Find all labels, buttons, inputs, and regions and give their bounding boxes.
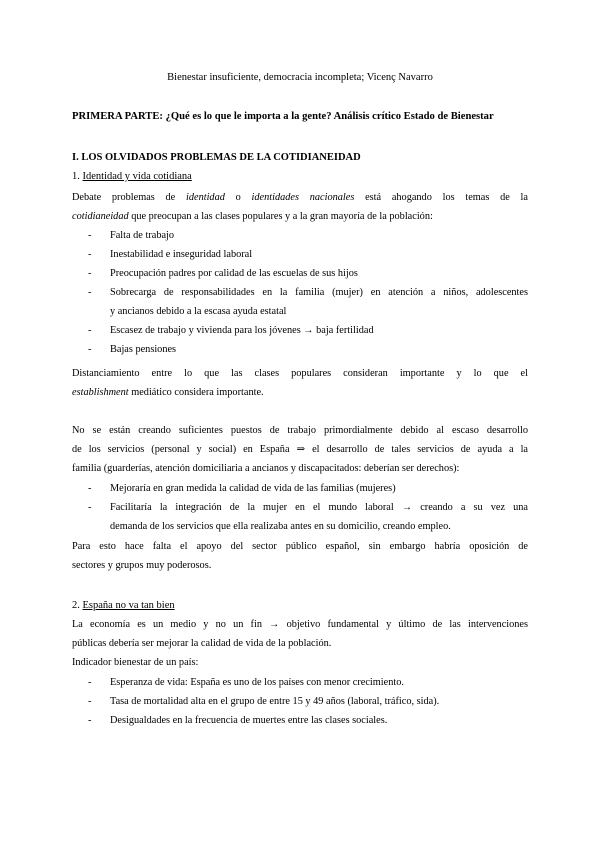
subsection-number: 1. — [72, 171, 83, 182]
text-run: o — [224, 192, 252, 203]
subsection-number: 2. — [72, 600, 83, 611]
text-run: que preocupan a las clases populares y a la gran mayoría de la población: — [128, 211, 433, 222]
list-item: - Sobrecarga de responsabilidades en la familia (mujer) en atención a niños, adolescentes y ancianos debido a la escasa ayuda estatal — [88, 287, 528, 317]
italic-run: establishment — [72, 387, 129, 398]
italic-run: identidad — [185, 192, 225, 203]
section-title: I. LOS OLVIDADOS PROBLEMAS DE LA COTIDIANEIDAD — [72, 152, 361, 163]
bullet-list-benefits — [72, 479, 528, 536]
list-item: - Mejoraría en gran medida la calidad de vida de las familias (mujeres) — [88, 483, 396, 494]
employment-paragraph: No se están creando suficientes puestos de trabajo primordialmente debido al escaso desarrollo de los servicios (personal y social) en España ⇒ el desarrollo de tales servicios de ayuda a la familia (guarderías, atención domiciliaria a ancianos y discapacitados: deberían ser derechos): — [72, 425, 528, 474]
list-item: - Escasez de trabajo y vivienda para los jóvenes → baja fertilidad — [88, 325, 374, 336]
bullet-list-indicators — [72, 673, 528, 730]
list-item: - Esperanza de vida: España es uno de los países con menor crecimiento. — [88, 677, 404, 688]
list-item: - Inestabilidad e inseguridad laboral — [88, 249, 253, 260]
intro-paragraph — [72, 188, 528, 226]
list-item: - Tasa de mortalidad alta en el grupo de entre 15 y 49 años (laboral, tráfico, sida). — [88, 696, 440, 707]
list-item: - Preocupación padres por calidad de las escuelas de sus hijos — [88, 268, 358, 279]
list-item: - Desigualdades en la frecuencia de muertes entre las clases sociales. — [88, 715, 388, 726]
italic-run: identidades nacionales — [251, 192, 355, 203]
text-run: Debate problemas de — [72, 192, 186, 203]
list-item: - Facilitaría la integración de la mujer en el mundo laboral → creando a su vez una demanda de los servicios que ella realizaba antes en su domicilio, creando empleo. — [88, 502, 528, 532]
indicator-label: Indicador bienestar de un país: — [72, 657, 199, 668]
text-run: está ahogando los temas de la — [354, 192, 528, 203]
text-run: mediático considera importante. — [128, 387, 264, 398]
part-title: PRIMERA PARTE: ¿Qué es lo que le importa a la gente? Análisis crítico Estado de Bienestar — [72, 111, 494, 122]
subsection-heading-1 — [72, 171, 192, 182]
public-sector-paragraph: Para esto hace falta el apoyo del sector público español, sin embargo habría oposición de sectores y grupos muy poderosos. — [72, 541, 528, 571]
bullet-list-problems — [72, 226, 528, 359]
italic-run: cotidianeidad — [72, 211, 129, 222]
subsection-label: Identidad y vida cotidiana — [82, 171, 192, 182]
subsection-heading-2 — [72, 600, 175, 611]
document-title: Bienestar insuficiente, democracia incompleta; Vicenç Navarro — [167, 72, 433, 83]
subsection-label: España no va tan bien — [82, 600, 175, 611]
economy-paragraph: La economía es un medio y no un fin → objetivo fundamental y último de las intervenciones públicas debería ser mejorar la calidad de vida de la población. — [72, 619, 528, 649]
list-item: - Bajas pensiones — [88, 344, 177, 355]
list-item: - Falta de trabajo — [88, 230, 175, 241]
distancing-paragraph: Distanciamiento entre lo que las clases populares consideran importante y lo que el establishment mediático considera importante. — [72, 368, 528, 398]
